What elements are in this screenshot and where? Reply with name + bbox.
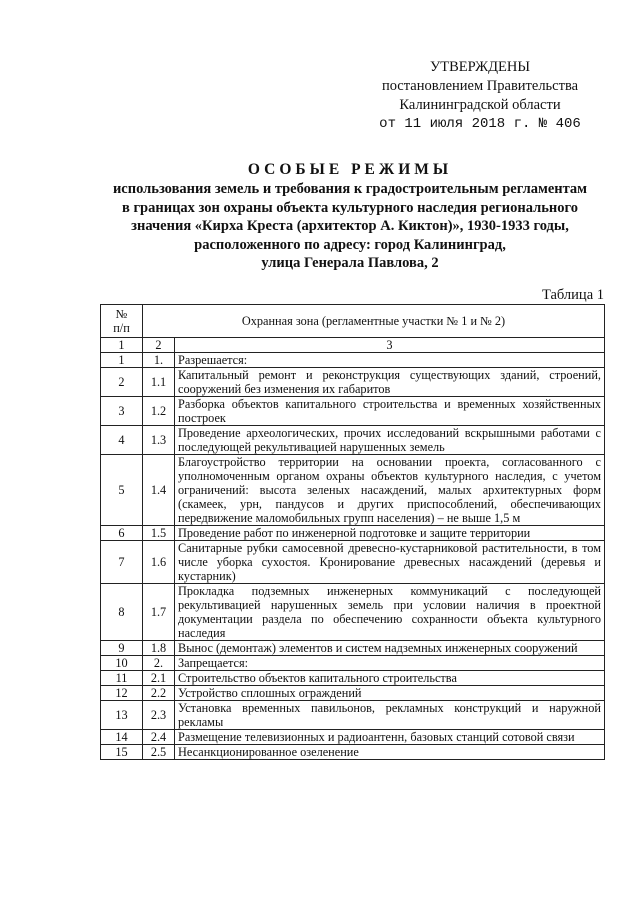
row-number-cell: 13 — [101, 701, 143, 730]
row-code-cell: 1. — [143, 353, 175, 368]
column-number-row — [101, 338, 605, 353]
row-text-cell: Санитарные рубки самосевной древесно-кустарниковой растительности, в том числе уборка сухостоя. Кронирование древесных насаждений (деревья и кустарник) — [175, 541, 605, 584]
row-number-cell: 3 — [101, 397, 143, 426]
table-row — [101, 584, 605, 641]
row-code-cell: 1.6 — [143, 541, 175, 584]
row-number-cell: 7 — [101, 541, 143, 584]
column-number-cell: 3 — [175, 338, 605, 353]
row-number-cell: 8 — [101, 584, 143, 641]
row-text-cell: Проведение работ по инженерной подготовке и защите территории — [175, 526, 605, 541]
table-row — [101, 526, 605, 541]
row-code-cell: 2.2 — [143, 686, 175, 701]
row-text-cell: Прокладка подземных инженерных коммуникаций с последующей рекультивацией нарушенных земель при условии наличия в проектной документации раздела по обеспечению сохранности объекта культурного наследия — [175, 584, 605, 641]
table-row — [101, 656, 605, 671]
row-code-cell: 2.4 — [143, 730, 175, 745]
row-number-cell: 11 — [101, 671, 143, 686]
approval-block — [360, 58, 600, 134]
row-code-cell: 1.1 — [143, 368, 175, 397]
regimes-table-body — [101, 305, 605, 760]
approval-line: постановлением Правительства — [381, 78, 579, 94]
row-text-cell: Разборка объектов капитального строительства и временных хозяйственных построек — [175, 397, 605, 426]
row-number-cell: 12 — [101, 686, 143, 701]
row-number-cell: 2 — [101, 368, 143, 397]
row-code-cell: 1.4 — [143, 455, 175, 526]
row-code-cell: 1.8 — [143, 641, 175, 656]
row-text-cell: Несанкционированное озеленение — [175, 745, 605, 760]
regimes-table — [100, 304, 605, 760]
header-number-cell: № п/п — [101, 305, 143, 338]
table-caption: Таблица 1 — [541, 287, 604, 303]
row-text-cell: Установка временных павильонов, рекламных конструкций и наружной рекламы — [175, 701, 605, 730]
table-row — [101, 368, 605, 397]
column-number-cell: 2 — [143, 338, 175, 353]
row-text-cell: Благоустройство территории на основании проекта, согласованного с уполномоченным органом охраны объектов культурного наследия, с учетом ограничений: высота зеленых насаждений, малых архитектурных форм (скамеек, урн, пандусов и других приспособлений, обеспечивающих передвижение маломобильных групп населения) – не выше 1,5 м — [175, 455, 605, 526]
table-row — [101, 730, 605, 745]
row-text-cell: Устройство сплошных ограждений — [175, 686, 605, 701]
table-row — [101, 671, 605, 686]
row-number-cell: 1 — [101, 353, 143, 368]
row-number-cell: 4 — [101, 426, 143, 455]
header-zone-cell: Охранная зона (регламентные участки № 1 и № 2) — [143, 305, 605, 338]
table-row — [101, 541, 605, 584]
row-text-cell: Разрешается: — [175, 353, 605, 368]
row-number-cell: 14 — [101, 730, 143, 745]
approval-date-number: от 11 июля 2018 г. № 406 — [379, 116, 581, 132]
row-text-cell: Вынос (демонтаж) элементов и систем надземных инженерных сооружений — [175, 641, 605, 656]
row-text-cell: Строительство объектов капитального строительства — [175, 671, 605, 686]
document-subtitle — [70, 180, 630, 273]
table-row — [101, 353, 605, 368]
column-number-cell: 1 — [101, 338, 143, 353]
subtitle-line: улица Генерала Павлова, 2 — [261, 255, 439, 271]
row-number-cell: 9 — [101, 641, 143, 656]
row-code-cell: 2. — [143, 656, 175, 671]
row-code-cell: 1.2 — [143, 397, 175, 426]
row-text-cell: Капитальный ремонт и реконструкция существующих зданий, строений, сооружений без изменения их габаритов — [175, 368, 605, 397]
row-code-cell: 2.1 — [143, 671, 175, 686]
subtitle-line: в границах зон охраны объекта культурного наследия регионального — [122, 199, 578, 216]
document-title: ОСОБЫЕ РЕЖИМЫ — [247, 161, 453, 178]
row-text-cell: Запрещается: — [175, 656, 605, 671]
approval-line: Калининградской области — [399, 97, 561, 113]
table-row — [101, 701, 605, 730]
table-row — [101, 397, 605, 426]
row-code-cell: 2.3 — [143, 701, 175, 730]
subtitle-line: использования земель и требования к градостроительным регламентам — [112, 181, 588, 197]
table-row — [101, 426, 605, 455]
row-text-cell: Размещение телевизионных и радиоантенн, базовых станций сотовой связи — [175, 730, 605, 745]
table-row — [101, 641, 605, 656]
table-row — [101, 745, 605, 760]
row-text-cell: Проведение археологических, прочих исследований вскрышными работами с последующей рекультивацией нарушенных земель — [175, 426, 605, 455]
subtitle-line: значения «Кирха Креста (архитектор А. Киктон)», 1930-1933 годы, — [131, 218, 569, 234]
table-row — [101, 686, 605, 701]
subtitle-line: расположенного по адресу: город Калининград, — [194, 236, 506, 253]
table-row — [101, 455, 605, 526]
approval-heading: УТВЕРЖДЕНЫ — [429, 59, 531, 75]
row-code-cell: 1.3 — [143, 426, 175, 455]
row-number-cell: 10 — [101, 656, 143, 671]
row-number-cell: 5 — [101, 455, 143, 526]
row-code-cell: 1.5 — [143, 526, 175, 541]
row-number-cell: 6 — [101, 526, 143, 541]
row-code-cell: 1.7 — [143, 584, 175, 641]
row-code-cell: 2.5 — [143, 745, 175, 760]
row-number-cell: 15 — [101, 745, 143, 760]
table-header-row — [101, 305, 605, 338]
